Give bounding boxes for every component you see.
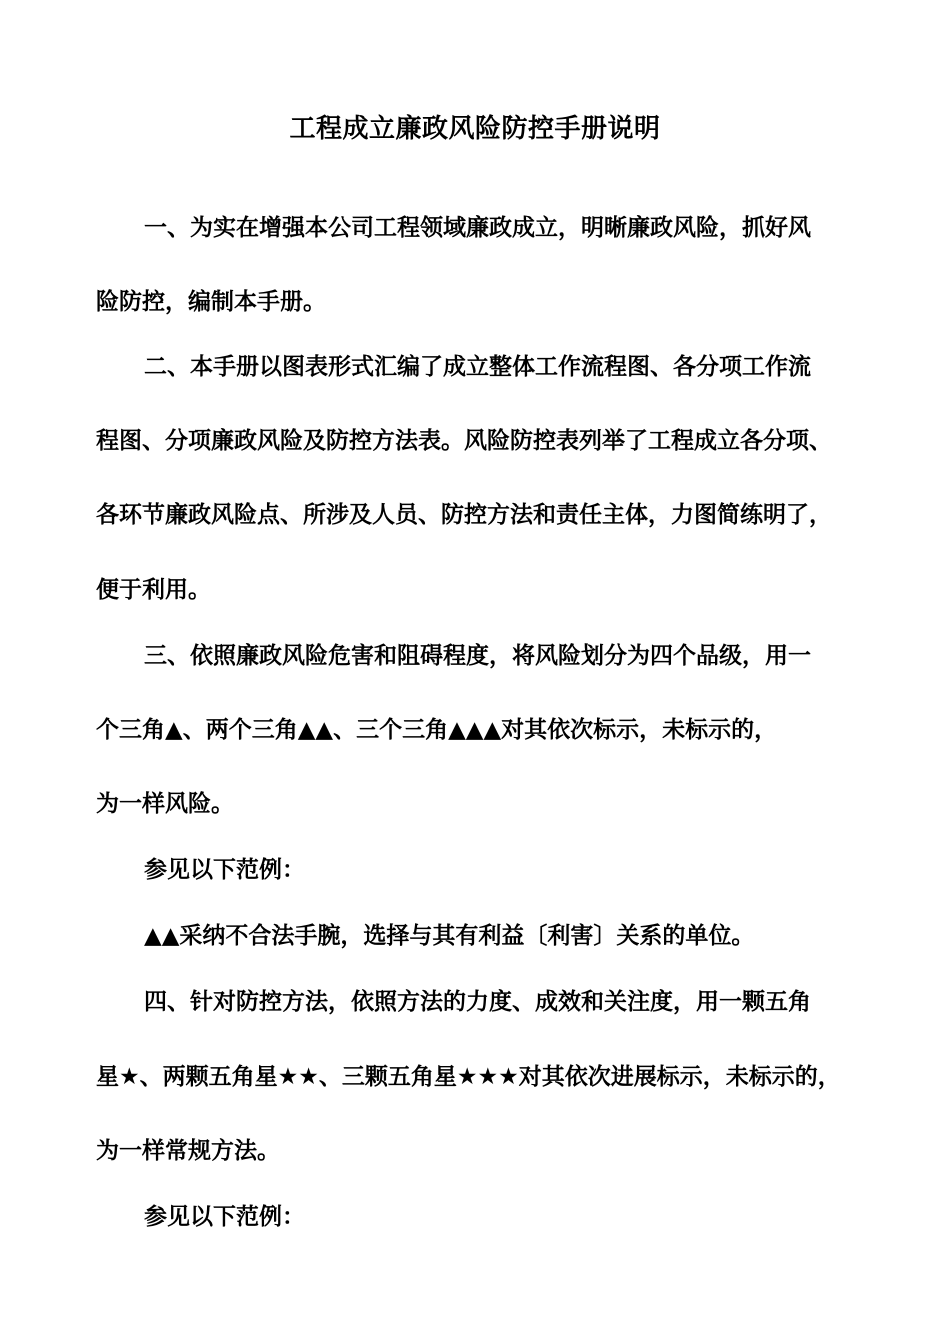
paragraph-3-line-2: 个三角▲、两个三角▲▲、三个三角▲▲▲对其依次标示，未标示的， <box>96 717 778 743</box>
example-heading-1: 参见以下范例： <box>144 857 305 883</box>
paragraph-2-line-1: 二、本手册以图表形式汇编了成立整体工作流程图、各分项工作流 <box>144 354 811 380</box>
paragraph-3-line-3: 为一样风险。 <box>96 791 234 817</box>
paragraph-1-line-1: 一、为实在增强本公司工程领域廉政成立，明晰廉政风险，抓好风 <box>144 215 811 241</box>
document-title: 工程成立廉政风险防控手册说明 <box>289 114 661 144</box>
paragraph-2-line-4: 便于利用。 <box>96 577 211 603</box>
paragraph-4-line-2: 星★、两颗五角星★★、三颗五角星★★★对其依次进展标示，未标示的， <box>96 1064 841 1090</box>
paragraph-2-line-3: 各环节廉政风险点、所涉及人员、防控方法和责任主体，力图简练明了， <box>96 502 832 528</box>
paragraph-4-line-3: 为一样常规方法。 <box>96 1138 280 1164</box>
example-heading-2: 参见以下范例： <box>144 1204 305 1230</box>
paragraph-2-line-2: 程图、分项廉政风险及防控方法表。风险防控表列举了工程成立各分项、 <box>96 428 832 454</box>
paragraph-3-line-1: 三、依照廉政风险危害和阻碍程度，将风险划分为四个品级，用一 <box>144 643 811 669</box>
paragraph-4-line-1: 四、针对防控方法，依照方法的力度、成效和关注度，用一颗五角 <box>144 989 811 1015</box>
paragraph-1-line-2: 险防控，编制本手册。 <box>96 289 326 315</box>
example-text-1: ▲▲采纳不合法手腕，选择与其有利益〔利害〕关系的单位。 <box>144 923 755 949</box>
